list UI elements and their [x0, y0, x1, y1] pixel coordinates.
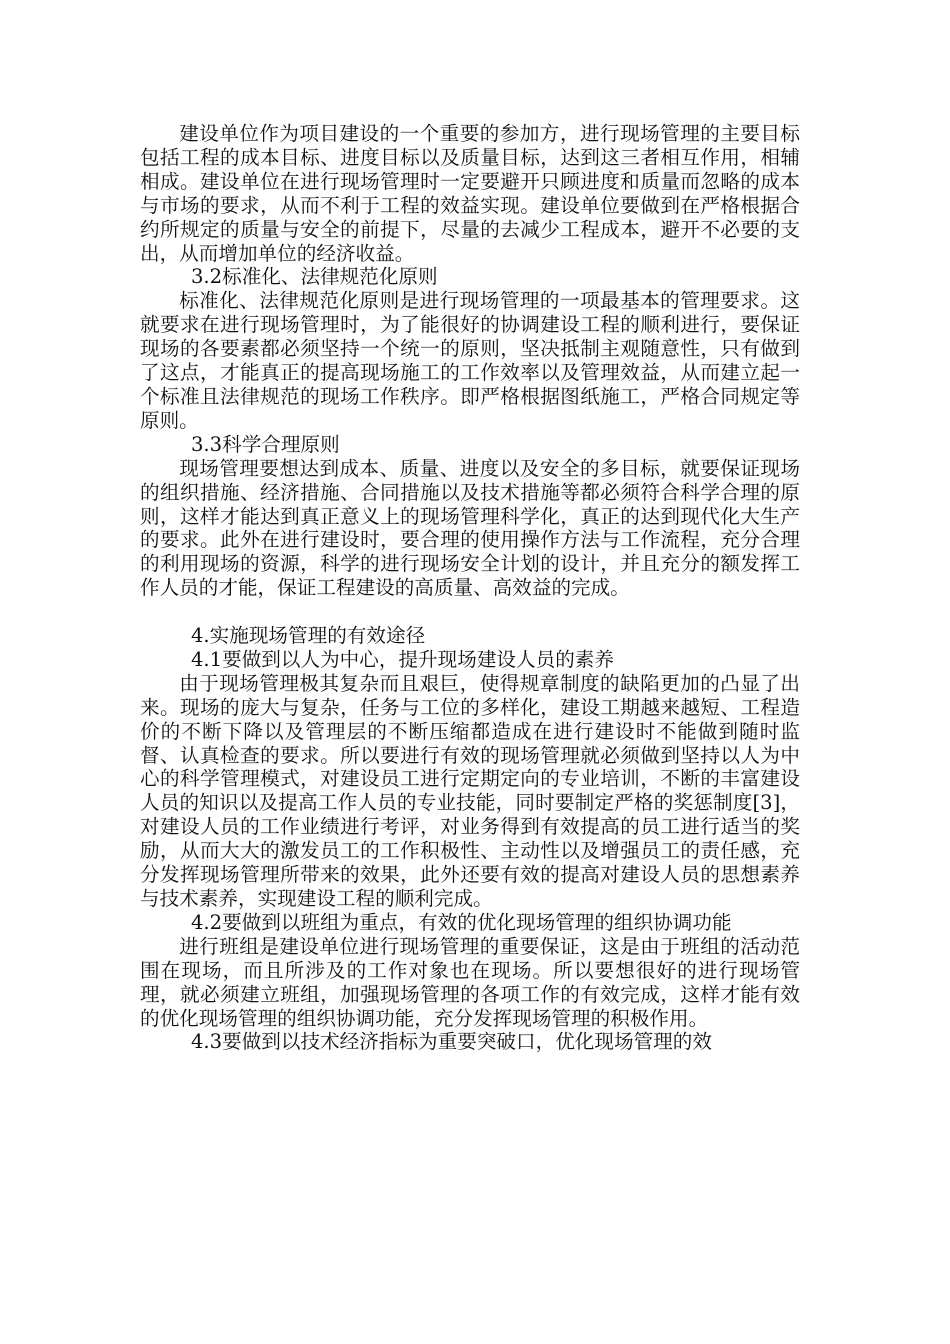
paragraph-team-focus: 进行班组是建设单位进行现场管理的重要保证，这是由于班组的活动范围在现场，而且所涉及的工作对象也在现场。所以要想很好的进行现场管理，就必须建立班组，加强现场管理的各项工作的有效完成，这样才能有效的优化现场管理的组织协调功能，充分发挥现场管理的积极作用。 — [140, 934, 800, 1030]
section-heading-4-2: 4.2要做到以班组为重点，有效的优化现场管理的组织协调功能 — [190, 910, 732, 934]
section-heading-3-2: 3.2标准化、法律规范化原则 — [190, 265, 438, 289]
section-heading-4-1: 4.1要做到以人为中心，提升现场建设人员的素养 — [190, 647, 614, 671]
section-heading-3-3: 3.3科学合理原则 — [190, 432, 340, 456]
paragraph-construction-unit-goals: 建设单位作为项目建设的一个重要的参加方，进行现场管理的主要目标包括工程的成本目标、进度目标以及质量目标，达到这三者相互作用，相辅相成。建设单位在进行现场管理时一定要避开只顾进度和质量而忽略的成本与市场的要求，从而不利于工程的效益实现。建设单位要做到在严格根据合约所规定的质量与安全的前提下，尽量的去减少工程成本，避开不必要的支出，从而增加单位的经济收益。 — [140, 122, 800, 265]
section-heading-4-3: 4.3要做到以技术经济指标为重要突破口，优化现场管理的效 — [190, 1030, 712, 1054]
section-heading-4: 4.实施现场管理的有效途径 — [190, 624, 426, 648]
paragraph-standardization: 标准化、法律规范化原则是进行现场管理的一项最基本的管理要求。这就要求在进行现场管理时，为了能很好的协调建设工程的顺利进行，要保证现场的各要素都必须坚持一个统一的原则，坚决抵制主观随意性，只有做到了这点，才能真正的提高现场施工的工作效率以及管理效益，从而建立起一个标准且法律规范的现场工作秩序。即严格根据图纸施工，严格合同规定等原则。 — [140, 289, 800, 432]
paragraph-people-centered: 由于现场管理极其复杂而且艰巨，使得规章制度的缺陷更加的凸显了出来。现场的庞大与复杂，任务与工位的多样化，建设工期越来越短、工程造价的不断下降以及管理层的不断压缩都造成在进行建设时不能做到随时监督、认真检查的要求。所以要进行有效的现场管理就必须做到坚持以人为中心的科学管理模式，对建设员工进行定期定向的专业培训，不断的丰富建设人员的知识以及提高工作人员的专业技能，同时要制定严格的奖惩制度[3]，对建设人员的工作业绩进行考评，对业务得到有效提高的员工进行适当的奖励，从而大大的激发员工的工作积极性、主动性以及增强员工的责任感，充分发挥现场管理所带来的效果，此外还要有效的提高对建设人员的思想素养与技术素养，实现建设工程的顺利完成。 — [140, 671, 800, 910]
document-body — [140, 122, 800, 1054]
paragraph-scientific-principle: 现场管理要想达到成本、质量、进度以及安全的多目标，就要保证现场的组织措施、经济措施、合同措施以及技术措施等都必须符合科学合理的原则，这样才能达到真正意义上的现场管理科学化，真正的达到现代化大生产的要求。此外在进行建设时，要合理的使用操作方法与工作流程，充分合理的利用现场的资源，科学的进行现场安全计划的设计，并且充分的额发挥工作人员的才能，保证工程建设的高质量、高效益的完成。 — [140, 456, 800, 600]
blank-line — [140, 600, 800, 624]
